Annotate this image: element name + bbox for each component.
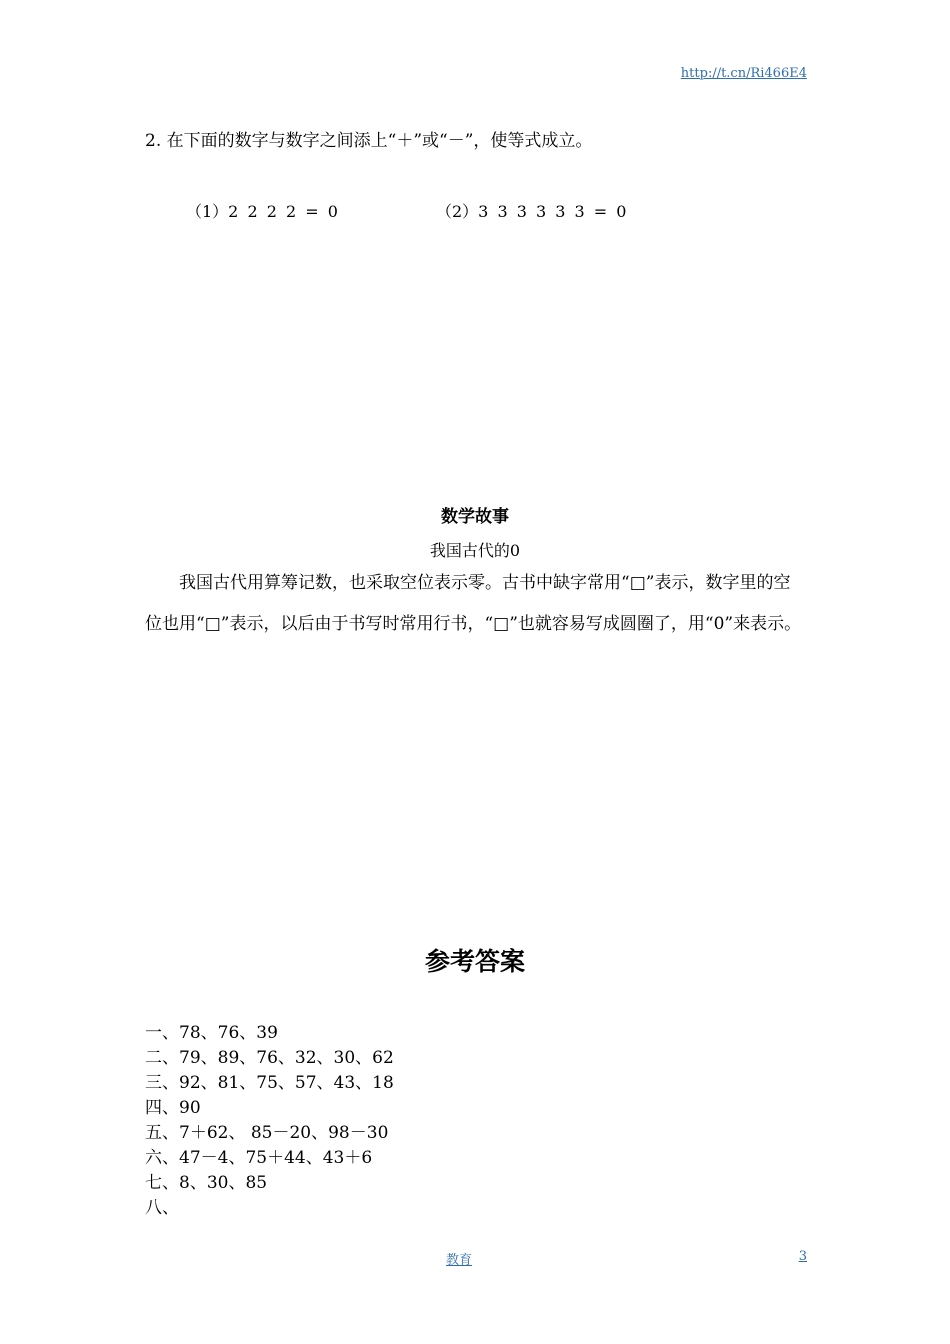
story-body: 我国古代用算筹记数，也采取空位表示零。古书中缺字常用“□”表示，数字里的空位也用“□”表示，以后由于书写时常用行书，“□”也就容易写成圆圈了，用“0”来表示。	[145, 573, 802, 634]
answer-item: 六、47－4、75＋44、43＋6	[145, 1148, 373, 1168]
answer-item: 一、78、76、39	[145, 1023, 278, 1043]
answer-item: 五、7＋62、 85－20、98－30	[145, 1123, 389, 1143]
answer-item: 四、90	[145, 1098, 201, 1118]
header-link[interactable]: http://t.cn/Ri466E4	[680, 66, 807, 81]
answer-item: 七、8、30、85	[145, 1173, 268, 1193]
answer-item: 三、92、81、75、57、43、18	[145, 1073, 394, 1093]
story-subtitle: 我国古代的0	[429, 541, 521, 560]
answers-list	[145, 1021, 394, 1221]
answer-item: 二、79、89、76、32、30、62	[145, 1048, 394, 1068]
equation-2: （2）3 3 3 3 3 3 = 0	[436, 202, 627, 221]
footer-link[interactable]: 教育	[446, 1253, 473, 1268]
answer-item: 八、	[145, 1198, 179, 1218]
question-2-prompt: 2. 在下面的数字与数字之间添上“＋”或“－”，使等式成立。	[145, 131, 593, 151]
page-number[interactable]: 3	[798, 1249, 807, 1264]
story-title: 数学故事	[441, 507, 509, 527]
answers-title: 参考答案	[424, 947, 525, 976]
equation-1: （1）2 2 2 2 = 0	[186, 202, 338, 221]
